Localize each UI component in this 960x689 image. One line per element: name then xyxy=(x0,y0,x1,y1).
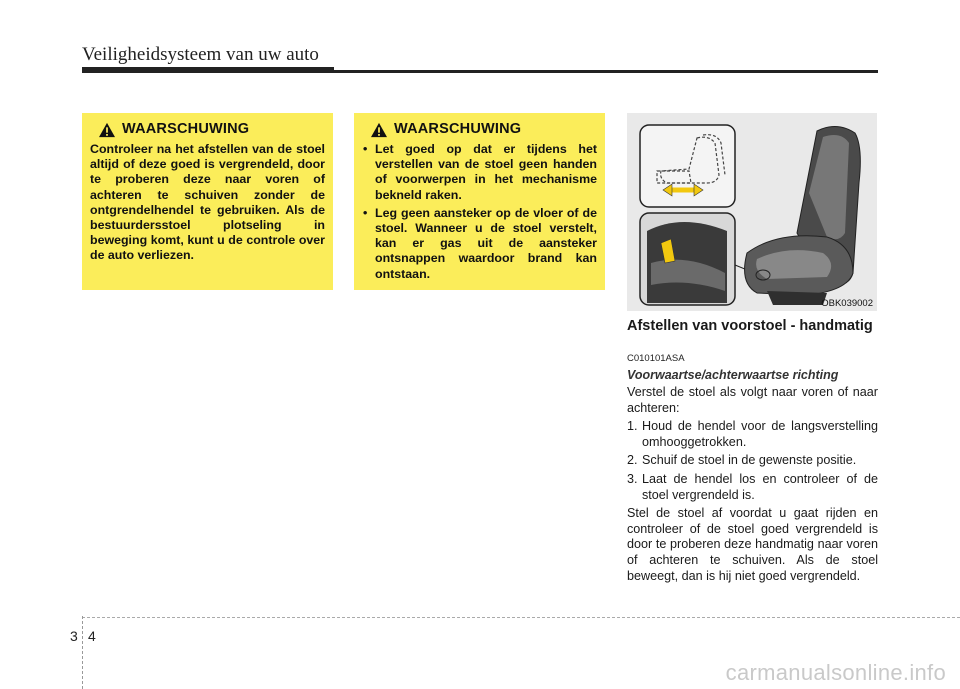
warning-list-item: • Let goed op dat er tijdens het verstellen van de stoel geen handen of voorwerpen in het mechanisme bekneld raken. xyxy=(363,142,597,202)
inset-adjustment-diagram xyxy=(640,125,735,207)
chapter-number: 3 xyxy=(70,628,78,644)
footer-rule xyxy=(82,617,960,618)
intro-paragraph: Verstel de stoel als volgt naar voren of naar achteren: xyxy=(627,385,878,415)
figure-code: OBK039002 xyxy=(821,298,873,309)
warning-box-seat-lock xyxy=(82,113,333,290)
watermark: carmanualsonline.info xyxy=(725,660,946,685)
page-number-divider xyxy=(82,616,84,689)
warning-box-mechanism xyxy=(354,113,605,290)
warning-title: WAARSCHUWING xyxy=(394,121,522,138)
step-item: 1. Houd de hendel voor de langsverstelling omhooggetrokken. xyxy=(627,419,878,449)
section-code: C010101ASA xyxy=(627,353,685,364)
warning-text: Controleer na het afstellen van de stoel altijd of deze goed is vergrendeld, door te proberen deze naar voren of achteren te schuiven zonder de ontgrendelhendel te gebruiken. Als de bestuurdersstoel plotseling in beweging komt, kunt u de controle over de auto verliezen. xyxy=(90,142,325,263)
warning-header xyxy=(370,122,597,138)
header-rule-accent xyxy=(82,67,334,73)
seat-illustration xyxy=(627,113,877,311)
page-number: 4 xyxy=(88,628,96,644)
step-item: 2. Schuif de stoel in de gewenste positie. xyxy=(627,453,857,468)
warning-list-item: • Leg geen aansteker op de vloer of de stoel. Wanneer u de stoel verstelt, kan er gas uit de aansteker ontsnappen waardoor brand kan ontstaan. xyxy=(363,205,597,281)
section-title: Afstellen van voorstoel - handmatig xyxy=(627,318,873,334)
warning-header xyxy=(98,122,325,138)
step-item: 3. Laat de hendel los en controleer of de stoel vergrendeld is. xyxy=(627,471,878,502)
warning-triangle-icon xyxy=(98,122,116,138)
page-header-title: Veiligheidsysteem van uw auto xyxy=(82,44,319,65)
outro-paragraph: Stel de stoel af voordat u gaat rijden en controleer of de stoel goed vergrendeld is door te proberen deze handmatig naar voren of achteren te schuiven. Als de stoel beweegt, dan is hij niet goed vergrendeld. xyxy=(627,506,878,583)
section-subtitle: Voorwaartse/achterwaartse richting xyxy=(627,368,839,382)
warning-list xyxy=(362,142,597,282)
warning-title: WAARSCHUWING xyxy=(122,121,250,138)
warning-triangle-icon xyxy=(370,122,388,138)
section-body xyxy=(627,385,878,587)
seat-drawing xyxy=(627,113,877,311)
